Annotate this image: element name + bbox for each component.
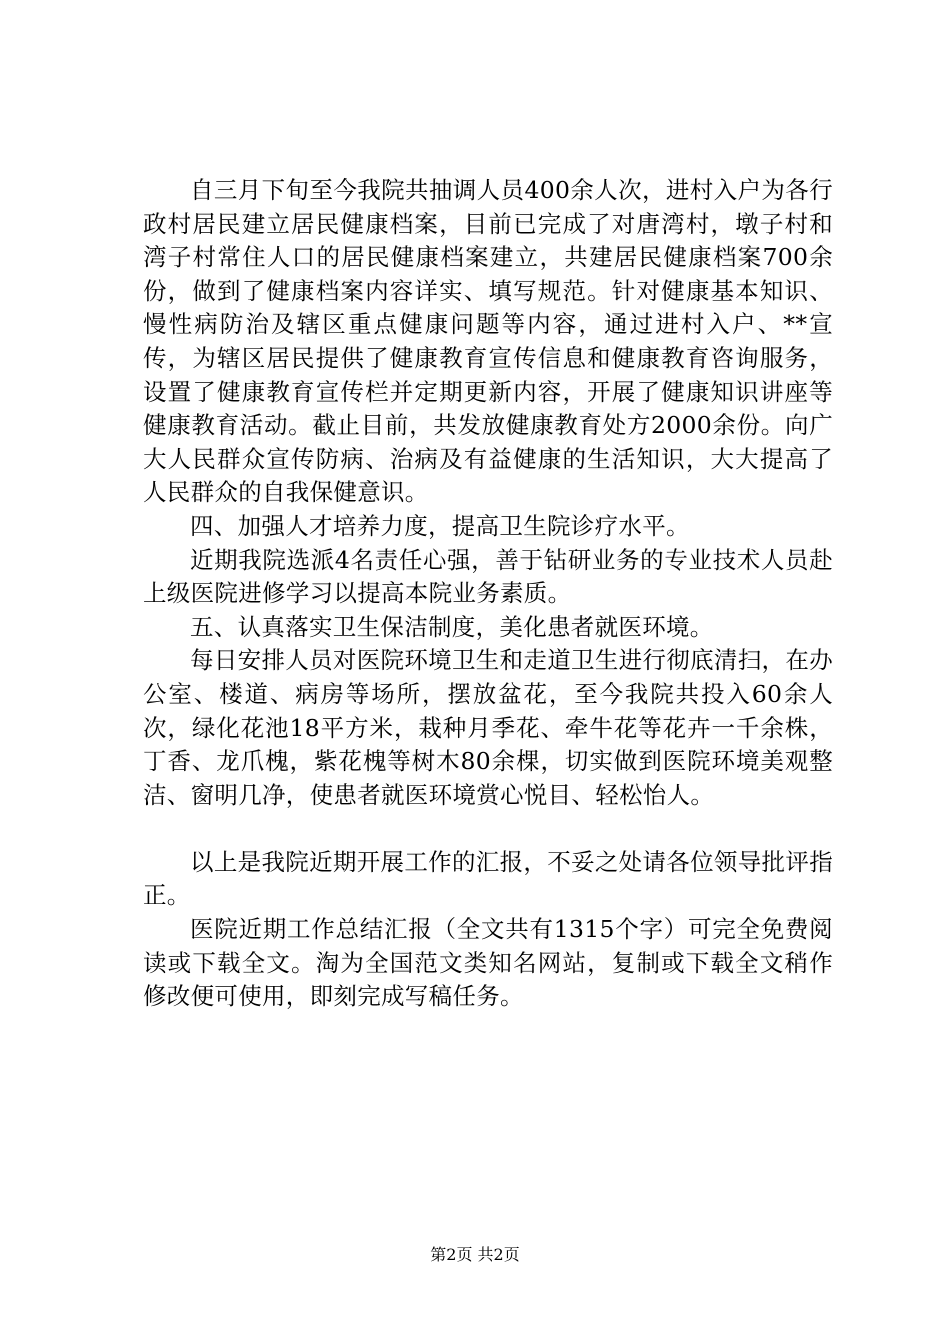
- document-body: [143, 174, 833, 1014]
- blank-line: [143, 812, 833, 846]
- paragraph-closing: 以上是我院近期开展工作的汇报，不妥之处请各位领导批评指正。: [143, 847, 833, 910]
- paragraph-health-records: 自三月下旬至今我院共抽调人员400余人次，进村入户为各行政村居民建立居民健康档案，目前已完成了对唐湾村，墩子村和湾子村常住人口的居民健康档案建立，共建居民健康档案700余份，做到了健康档案内容详实、填写规范。针对健康基本知识、慢性病防治及辖区重点健康问题等内容，通过进村入户、**宣传，为辖区居民提供了健康教育宣传信息和健康教育咨询服务，设置了健康教育宣传栏并定期更新内容，开展了健康知识讲座等健康教育活动。截止目前，共发放健康教育处方2000余份。向广大人民群众宣传防病、治病及有益健康的生活知识，大大提高了人民群众的自我保健意识。: [143, 176, 833, 507]
- paragraph-download-note: 医院近期工作总结汇报（全文共有1315个字）可完全免费阅读或下载全文。淘为全国范文类知名网站，复制或下载全文稍作修改便可使用，即刻完成写稿任务。: [143, 915, 833, 1011]
- page-number-footer: 第2页 共2页: [430, 1245, 520, 1264]
- paragraph-staff-training: 近期我院选派4名责任心强，善于钻研业务的专业技术人员赴上级医院进修学习以提高本院业务素质。: [143, 545, 833, 608]
- paragraph-environment: 每日安排人员对医院环境卫生和走道卫生进行彻底清扫，在办公室、楼道、病房等场所，摆放盆花，至今我院共投入60余人次，绿化花池18平方米，栽种月季花、牵牛花等花卉一千余株，丁香、龙爪槐，紫花槐等树木80余棵，切实做到医院环境美观整洁、窗明几净，使患者就医环境赏心悦目、轻松怡人。: [143, 646, 833, 809]
- heading-cleaning-system: 五、认真落实卫生保洁制度，美化患者就医环境。: [190, 612, 714, 641]
- heading-talent-training: 四、加强人才培养力度，提高卫生院诊疗水平。: [190, 511, 690, 540]
